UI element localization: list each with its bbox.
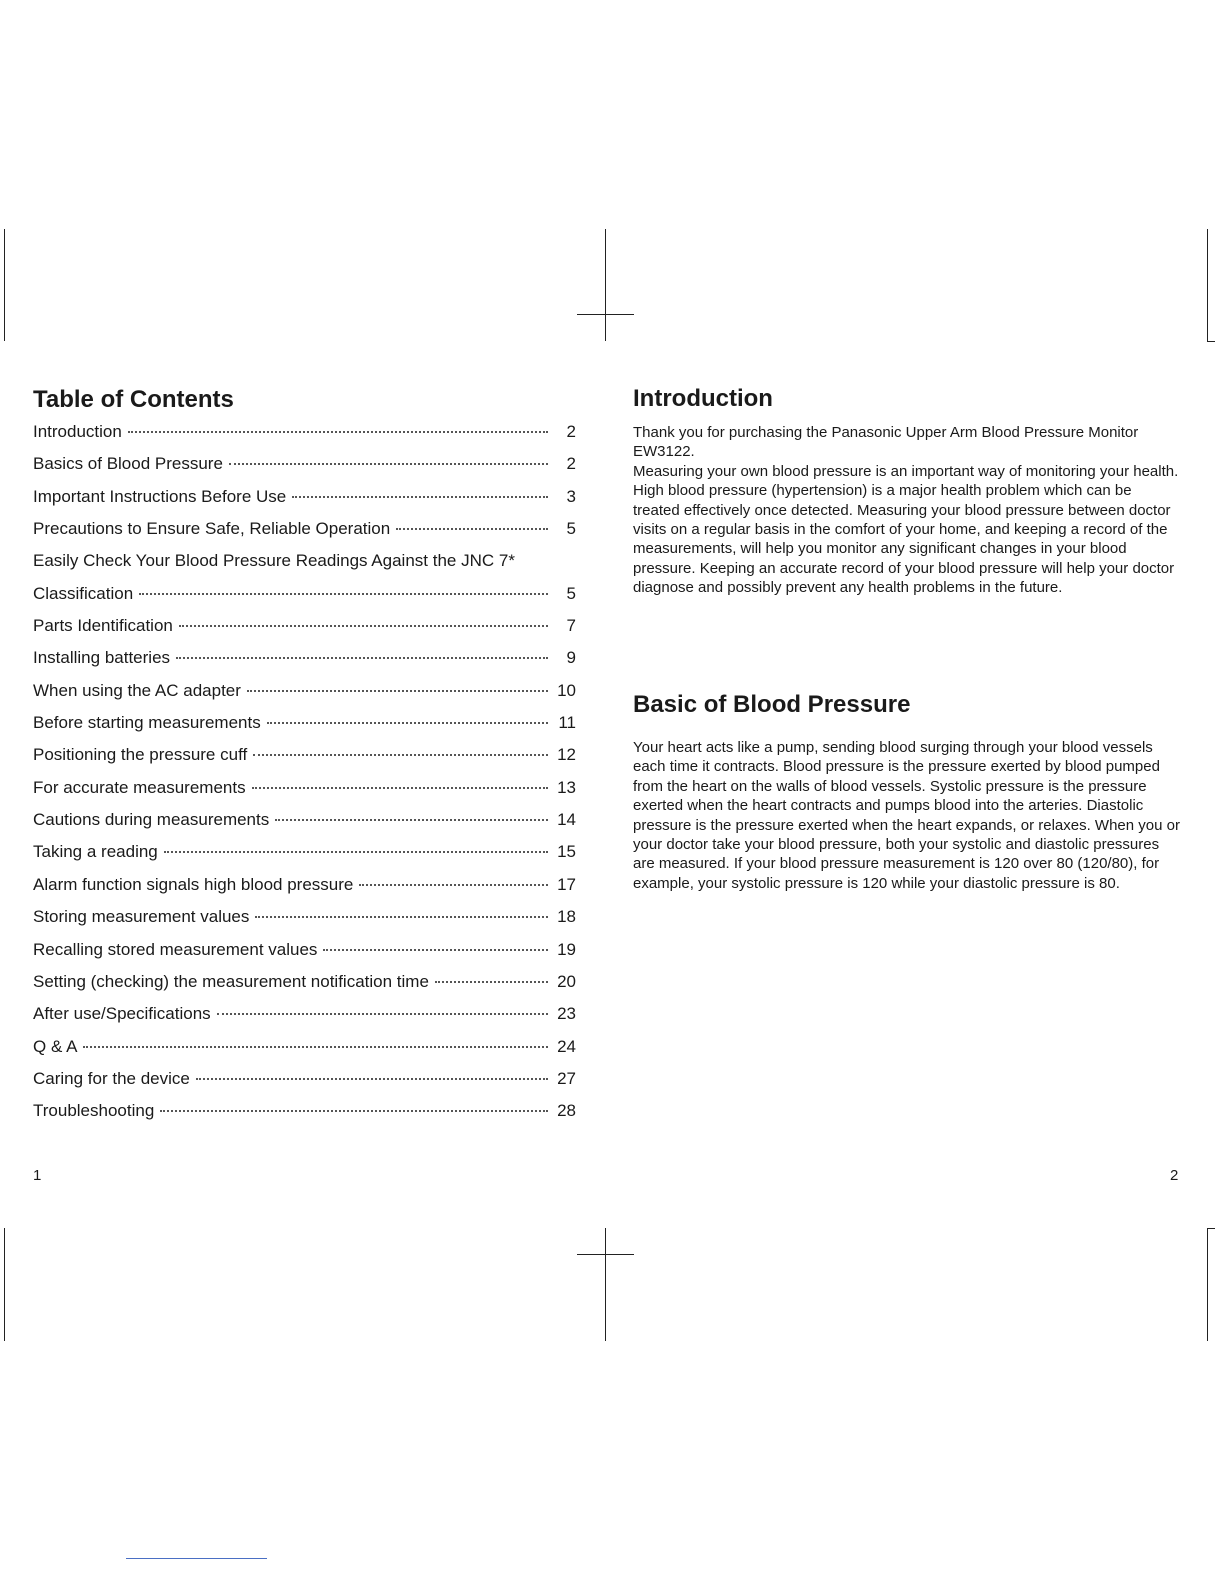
toc-dot-leader: [275, 819, 548, 821]
toc-entry-page: 9: [566, 648, 576, 668]
toc-entry[interactable]: [33, 1004, 576, 1036]
toc-entry[interactable]: [33, 972, 576, 1004]
toc-entry-label: Q & A: [33, 1036, 78, 1056]
toc-entry-page: 19: [557, 939, 576, 959]
toc-entry-label: Easily Check Your Blood Pressure Readings Against the JNC 7*: [33, 551, 515, 571]
toc-entry-page: 20: [557, 971, 576, 991]
toc-entry-label: Recalling stored measurement values: [33, 939, 318, 959]
toc-entry[interactable]: [33, 519, 576, 551]
toc-entry-page: 24: [557, 1036, 576, 1056]
toc-entry-label: For accurate measurements: [33, 777, 246, 797]
toc-entry-page: 15: [557, 842, 576, 862]
toc-entry-label: Taking a reading: [33, 842, 158, 862]
crop-mark-right-bottom-tick: [1207, 1228, 1215, 1229]
toc-entry[interactable]: [33, 745, 576, 777]
crop-mark-center-bottom-vertical: [605, 1228, 606, 1341]
toc-entry-page: 12: [557, 745, 576, 765]
toc-entry[interactable]: [33, 454, 576, 486]
page-number-left: 1: [33, 1167, 42, 1184]
toc-dot-leader: [229, 463, 548, 465]
toc-entry[interactable]: [33, 1101, 576, 1133]
toc-entry-page: 18: [557, 907, 576, 927]
toc-dot-leader: [128, 431, 548, 433]
crop-mark-center-bottom-horizontal: [577, 1254, 634, 1255]
crop-mark-left-bottom: [4, 1228, 5, 1341]
toc-entry-label: Introduction: [33, 422, 122, 441]
introduction-paragraph-1: Thank you for purchasing the Panasonic Upper Arm Blood Pressure Monitor EW3122.: [633, 424, 1139, 461]
toc-dot-leader: [247, 690, 548, 692]
crop-mark-right-top: [1207, 229, 1208, 341]
toc-entry-label: When using the AC adapter: [33, 680, 241, 700]
toc-entry-label: Troubleshooting: [33, 1101, 155, 1121]
toc-dot-leader: [359, 884, 548, 886]
toc-entry-label: Cautions during measurements: [33, 810, 270, 830]
toc-title: Table of Contents: [33, 386, 234, 413]
toc-entry-page: 3: [566, 486, 576, 506]
toc-entry-label: Caring for the device: [33, 1068, 190, 1088]
crop-mark-right-bottom: [1207, 1228, 1208, 1341]
toc-dot-leader: [292, 496, 548, 498]
toc-dot-leader: [396, 528, 548, 530]
toc-entry-label: Installing batteries: [33, 648, 171, 668]
toc-entry-label: Basics of Blood Pressure: [33, 454, 223, 474]
toc-dot-leader: [160, 1110, 548, 1112]
introduction-paragraph-2: Measuring your own blood pressure is an important way of monitoring your health. High blood pressure (hypertension) is a major health problem which can be treated effectively once detected. Measuring your blood pressure between doctor visits on a regular basis in the comfort of your home, and keeping a record of the measurements, will help you monitor any significant changes in your blood pressure. Keeping an accurate record of your blood pressure will help your doctor diagnose and possibly prevent any health problems in the future.: [633, 462, 1179, 597]
toc-dot-leader: [196, 1078, 548, 1080]
toc-entry-label: Positioning the pressure cuff: [33, 745, 248, 765]
toc-dot-leader: [179, 625, 548, 627]
toc-entry-page: 5: [566, 583, 576, 603]
crop-mark-center-top-vertical: [605, 229, 606, 341]
toc-entry[interactable]: [33, 551, 576, 583]
toc-entry-page: 5: [566, 519, 576, 539]
toc-entry[interactable]: [33, 487, 576, 519]
toc-entry-page: 13: [557, 777, 576, 797]
toc-entry-label: Before starting measurements: [33, 713, 261, 733]
toc-entry-page: 7: [566, 616, 576, 636]
toc-entry[interactable]: [33, 778, 576, 810]
crop-mark-center-top-horizontal: [577, 314, 634, 315]
toc-entry[interactable]: [33, 907, 576, 939]
page-number-right: 2: [1170, 1167, 1179, 1184]
basics-paragraph: Your heart acts like a pump, sending blood surging through your blood vessels each time it contracts. Blood pressure is the pressure exerted by blood pumped from the heart on the walls of blood vessels. Systolic pressure is the pressure exerted when the heart contracts and pumps blood into the arteries. Diastolic pressure is the pressure exerted when the heart expands, or relaxes. When you or your doctor take your blood pressure, both your systolic and diastolic pressures are measured. If your blood pressure measurement is 120 over 80 (120/80), for example, your systolic pressure is 120 while your diastolic pressure is 80.: [633, 739, 1180, 892]
toc-entry[interactable]: [33, 713, 576, 745]
toc-dot-leader: [267, 722, 548, 724]
toc-entry-label: Alarm function signals high blood pressure: [33, 874, 354, 894]
toc-entry-label: After use/Specifications: [33, 1004, 211, 1024]
toc-entry-page: 2: [566, 454, 576, 474]
toc-entry-label: Important Instructions Before Use: [33, 486, 287, 506]
toc-dot-leader: [252, 787, 548, 789]
crop-mark-left-top: [4, 229, 5, 341]
toc-list: [33, 422, 576, 1134]
toc-dot-leader: [164, 851, 548, 853]
toc-entry-page: 23: [557, 1004, 576, 1024]
toc-entry-label: Precautions to Ensure Safe, Reliable Operation: [33, 519, 391, 539]
toc-dot-leader: [323, 949, 548, 951]
toc-entry[interactable]: [33, 842, 576, 874]
toc-entry[interactable]: [33, 648, 576, 680]
introduction-title: Introduction: [633, 385, 773, 412]
toc-entry[interactable]: [33, 616, 576, 648]
toc-entry-page: 27: [557, 1068, 576, 1088]
crop-mark-right-top-tick: [1207, 341, 1215, 342]
toc-entry-page: 28: [557, 1101, 576, 1121]
toc-entry-label: Classification: [33, 583, 134, 603]
toc-entry[interactable]: [33, 1069, 576, 1101]
toc-dot-leader: [217, 1013, 548, 1015]
toc-dot-leader: [176, 657, 548, 659]
toc-entry[interactable]: [33, 810, 576, 842]
toc-entry-label: Setting (checking) the measurement notification time: [33, 971, 429, 991]
toc-entry-label: Storing measurement values: [33, 907, 250, 927]
toc-entry-page: 14: [557, 810, 576, 830]
toc-entry-page: 11: [558, 713, 576, 733]
introduction-body: [633, 423, 1181, 598]
basics-title: Basic of Blood Pressure: [633, 691, 911, 718]
toc-dot-leader: [139, 593, 548, 595]
toc-dot-leader: [255, 916, 548, 918]
toc-entry[interactable]: [33, 584, 576, 616]
toc-entry[interactable]: [33, 422, 576, 454]
footer-rule: [126, 1558, 267, 1559]
toc-entry-label: Parts Identification: [33, 616, 173, 636]
toc-entry[interactable]: [33, 940, 576, 972]
toc-entry[interactable]: [33, 1037, 576, 1069]
toc-entry-page: 2: [566, 422, 576, 441]
toc-entry[interactable]: [33, 875, 576, 907]
toc-dot-leader: [83, 1046, 548, 1048]
basics-body: [633, 738, 1181, 893]
toc-entry-page: 10: [557, 680, 576, 700]
toc-dot-leader: [435, 981, 548, 983]
toc-entry-page: 17: [557, 874, 576, 894]
toc-entry[interactable]: [33, 681, 576, 713]
toc-dot-leader: [253, 754, 548, 756]
